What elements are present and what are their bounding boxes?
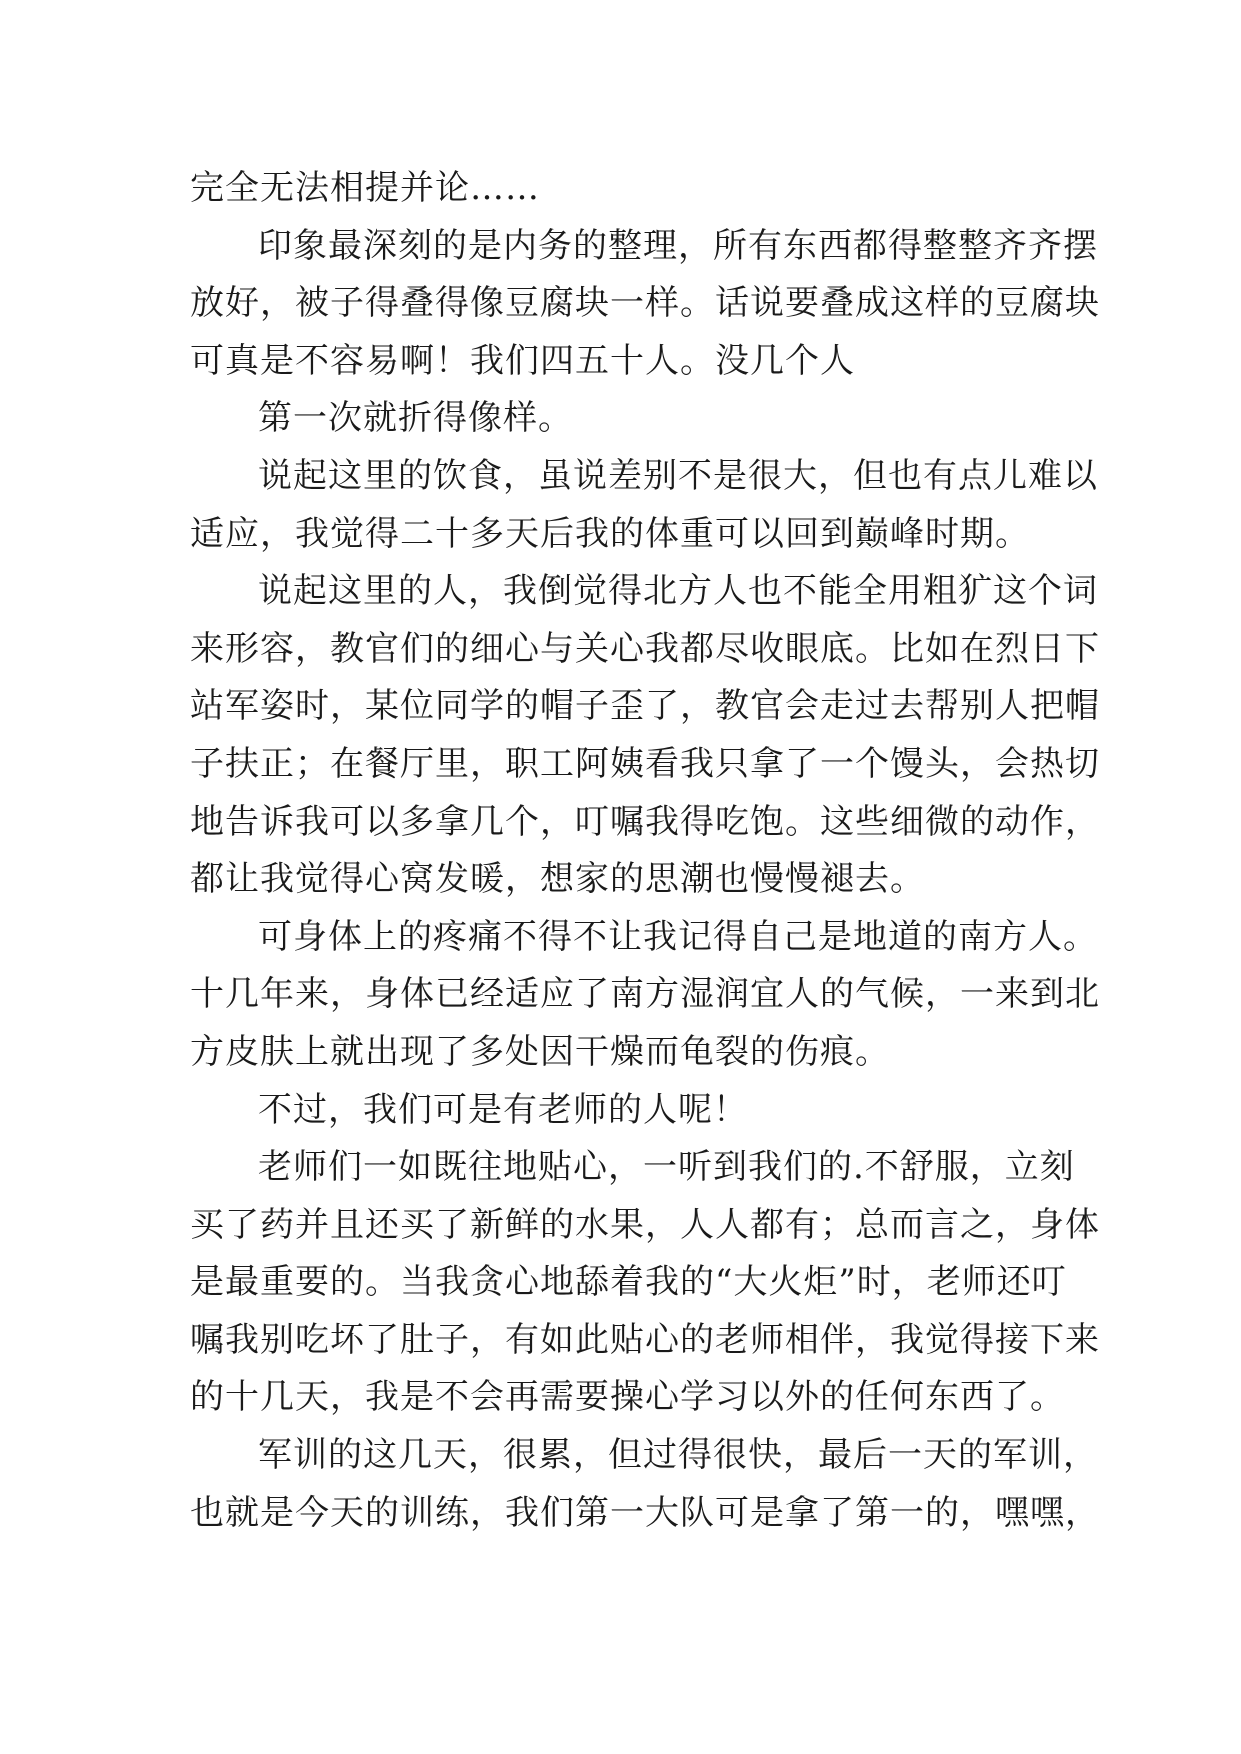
text-line: 地告诉我可以多拿几个，叮嘱我得吃饱。这些细微的动作， xyxy=(190,801,1100,842)
body-text xyxy=(190,160,1100,1542)
text-line: 买了药并且还买了新鲜的水果，人人都有；总而言之，身体 xyxy=(190,1204,1100,1245)
text-line: 老师们一如既往地贴心，一听到我们的.不舒服，立刻 xyxy=(258,1147,1075,1188)
text-line: 嘱我别吃坏了肚子，有如此贴心的老师相伴，我觉得接下来 xyxy=(190,1319,1100,1360)
text-line: 可真是不容易啊！我们四五十人。没几个人 xyxy=(190,340,855,381)
text-line: 可身体上的疼痛不得不让我记得自己是地道的南方人。 xyxy=(258,916,1098,957)
text-line: 说起这里的人，我倒觉得北方人也不能全用粗犷这个词 xyxy=(258,571,1098,612)
text-line: 方皮肤上就出现了多处因干燥而龟裂的伤痕。 xyxy=(190,1031,890,1072)
text-line: 放好，被子得叠得像豆腐块一样。话说要叠成这样的豆腐块 xyxy=(190,283,1100,324)
text-line: 军训的这几天，很累，但过得很快，最后一天的军训， xyxy=(258,1435,1098,1476)
text-line: 完全无法相提并论…… xyxy=(190,168,540,208)
text-line: 第一次就折得像样。 xyxy=(258,398,573,439)
text-line: 适应，我觉得二十多天后我的体重可以回到巅峰时期。 xyxy=(190,513,1030,554)
text-line: 说起这里的饮食，虽说差别不是很大，但也有点儿难以 xyxy=(258,455,1098,496)
text-line: 不过，我们可是有老师的人呢！ xyxy=(258,1089,748,1130)
text-line: 来形容，教官们的细心与关心我都尽收眼底。比如在烈日下 xyxy=(190,628,1100,669)
text-line: 是最重要的。当我贪心地舔着我的“大火炬”时，老师还叮 xyxy=(190,1262,1067,1303)
text-line: 也就是今天的训练，我们第一大队可是拿了第一的，嘿嘿， xyxy=(190,1492,1100,1533)
text-line: 站军姿时，某位同学的帽子歪了，教官会走过去帮别人把帽 xyxy=(190,686,1100,727)
text-line: 十几年来，身体已经适应了南方湿润宜人的气候，一来到北 xyxy=(190,974,1100,1015)
text-line: 子扶正；在餐厅里，职工阿姨看我只拿了一个馒头，会热切 xyxy=(190,743,1100,784)
text-line: 的十几天，我是不会再需要操心学习以外的任何东西了。 xyxy=(190,1377,1065,1418)
text-line: 印象最深刻的是内务的整理，所有东西都得整整齐齐摆 xyxy=(258,225,1098,266)
text-line: 都让我觉得心窝发暖，想家的思潮也慢慢褪去。 xyxy=(190,859,925,900)
